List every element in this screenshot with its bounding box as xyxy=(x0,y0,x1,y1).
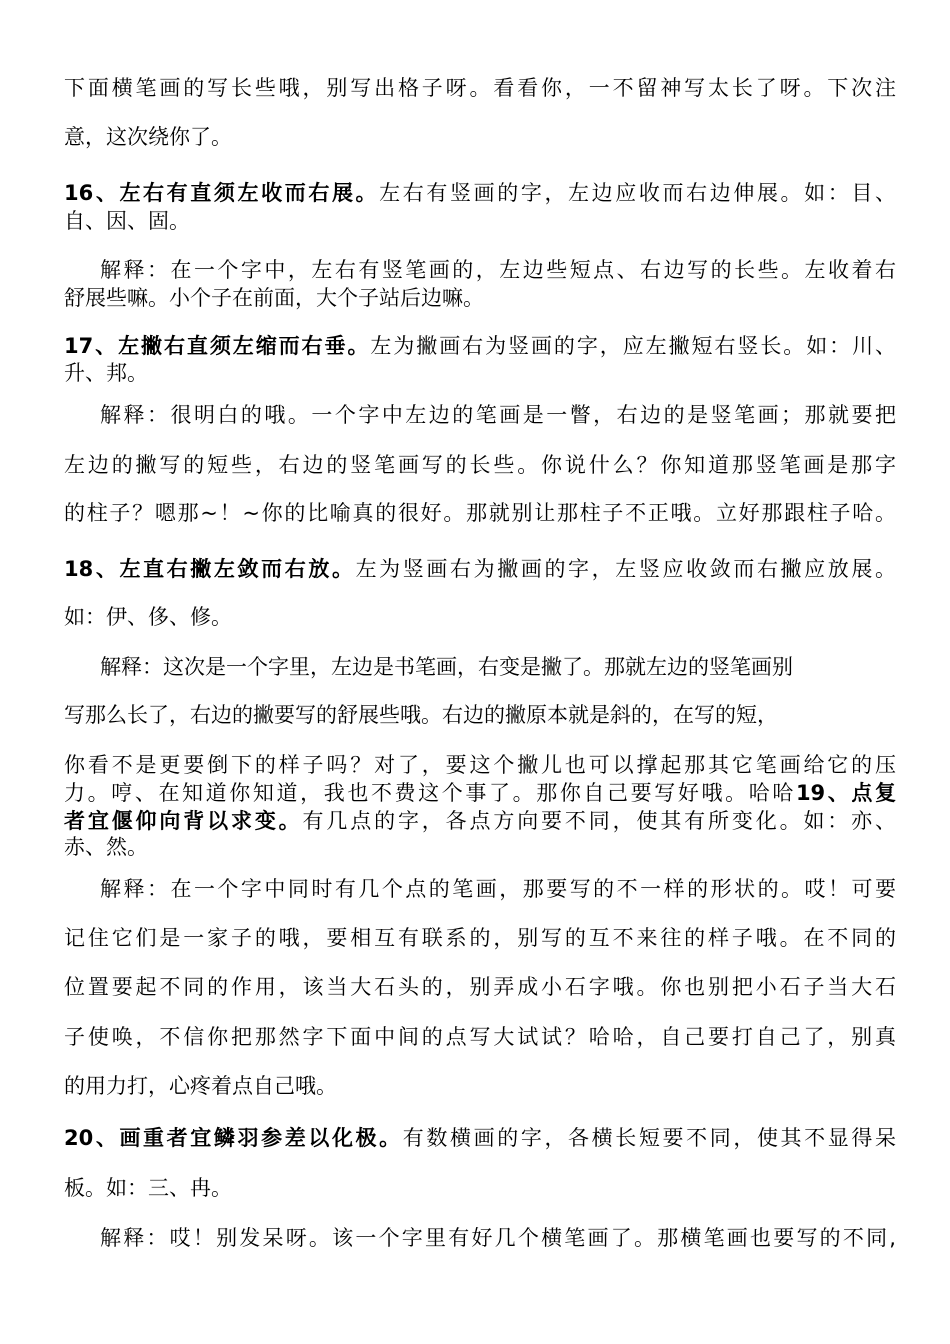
text-segment: 的用力打，心疼着点自己哦。 xyxy=(64,1074,337,1098)
text-line xyxy=(64,123,896,151)
text-segment: 有数横画的字，各横长短要不同，使其不显得呆 xyxy=(402,1126,896,1150)
rule-heading: 19、点复 xyxy=(795,781,896,805)
text-segment: 记住它们是一家子的哦，要相互有联系的，别写的互不来往的样子哦。在不同的 xyxy=(64,926,896,950)
text-segment: 自、因、固。 xyxy=(64,209,190,233)
rule-heading: 17、左撇右直须左缩而右垂。 xyxy=(64,334,371,358)
text-segment: 你看不是更要倒下的样子吗？对了，要这个撇儿也可以撑起那其它笔画给它的压 xyxy=(64,753,896,777)
text-line xyxy=(64,603,896,631)
text-line xyxy=(64,74,896,102)
text-segment: 左右有竖画的字，左边应收而右边伸展。如：目、 xyxy=(379,181,896,205)
text-line xyxy=(100,256,896,284)
text-segment: 的柱子？嗯那~！~你的比喻真的很好。那就别让那柱子不正哦。立好那跟柱子哈。 xyxy=(64,501,896,525)
text-segment: 左为竖画右为撇画的字，左竖应收敛而右撇应放展。 xyxy=(355,557,896,581)
text-line xyxy=(64,973,896,1001)
text-line xyxy=(64,751,896,779)
text-segment: 解释：这次是一个字里，左边是书笔画，右变是撇了。那就左边的竖笔画别 xyxy=(100,655,793,679)
text-line xyxy=(64,1124,896,1152)
text-line xyxy=(64,833,896,861)
rule-heading: 者宜偃仰向背以求变。 xyxy=(64,809,303,833)
text-line xyxy=(64,924,896,952)
text-line xyxy=(64,1174,896,1202)
text-line xyxy=(64,207,896,235)
rule-heading: 16、左右有直须左收而右展。 xyxy=(64,181,380,205)
text-line xyxy=(100,653,896,681)
text-line xyxy=(64,179,896,207)
text-segment: 左为撇画右为竖画的字，应左撇短右竖长。如：川、 xyxy=(370,334,896,358)
text-segment: 左边的撇写的短些，右边的竖笔画写的长些。你说什么？你知道那竖笔画是那字 xyxy=(64,453,896,477)
text-line xyxy=(64,359,896,387)
text-segment: 舒展些嘛。小个子在前面，大个子站后边嘛。 xyxy=(64,286,484,310)
text-segment: 位置要起不同的作用，该当大石头的，别弄成小石字哦。你也别把小石子当大石 xyxy=(64,975,896,999)
text-line xyxy=(64,701,896,729)
text-segment: 解释：很明白的哦。一个字中左边的笔画是一瞥，右边的是竖笔画；那就要把 xyxy=(100,403,896,427)
rule-heading: 20、画重者宜鳞羽参差以化极。 xyxy=(64,1126,403,1150)
text-segment: 如：伊、侈、修。 xyxy=(64,605,232,629)
text-line xyxy=(64,555,896,583)
text-line xyxy=(64,1023,896,1051)
text-segment: 升、邦。 xyxy=(64,361,148,385)
text-line xyxy=(64,807,896,835)
text-line xyxy=(100,1224,896,1252)
text-line xyxy=(64,451,896,479)
text-line xyxy=(64,779,896,807)
text-segment: 意，这次绕你了。 xyxy=(64,125,232,149)
text-segment: 写那么长了，右边的撇要写的舒展些哦。右边的撇原本就是斜的，在写的短， xyxy=(64,703,778,727)
text-segment: 子使唤，不信你把那然字下面中间的点写大试试？哈哈，自己要打自己了，别真 xyxy=(64,1025,896,1049)
text-segment: 解释：哎！别发呆呀。该一个字里有好几个横笔画了。那横笔画也要写的不同, xyxy=(100,1226,896,1250)
text-segment: 解释：在一个字中同时有几个点的笔画，那要写的不一样的形状的。哎！可要 xyxy=(100,877,896,901)
text-segment: 力。哼、在知道你知道，我也不费这个事了。那你自己要写好哦。哈哈 xyxy=(64,781,796,805)
text-line xyxy=(100,875,896,903)
text-line xyxy=(64,499,896,527)
text-segment: 下面横笔画的写长些哦，别写出格子呀。看看你，一不留神写太长了呀。下次注 xyxy=(64,76,896,100)
text-segment: 解释：在一个字中，左右有竖笔画的，左边些短点、右边写的长些。左收着右 xyxy=(100,258,896,282)
text-line xyxy=(64,1072,896,1100)
text-line xyxy=(64,284,896,312)
text-segment: 有几点的字，各点方向要不同，使其有所变化。如：亦、 xyxy=(302,809,896,833)
text-segment: 赤、然。 xyxy=(64,835,148,859)
rule-heading: 18、左直右撇左敛而右放。 xyxy=(64,557,356,581)
text-line xyxy=(64,332,896,360)
text-segment: 板。如：三、冉。 xyxy=(64,1176,232,1200)
text-line xyxy=(100,401,896,429)
